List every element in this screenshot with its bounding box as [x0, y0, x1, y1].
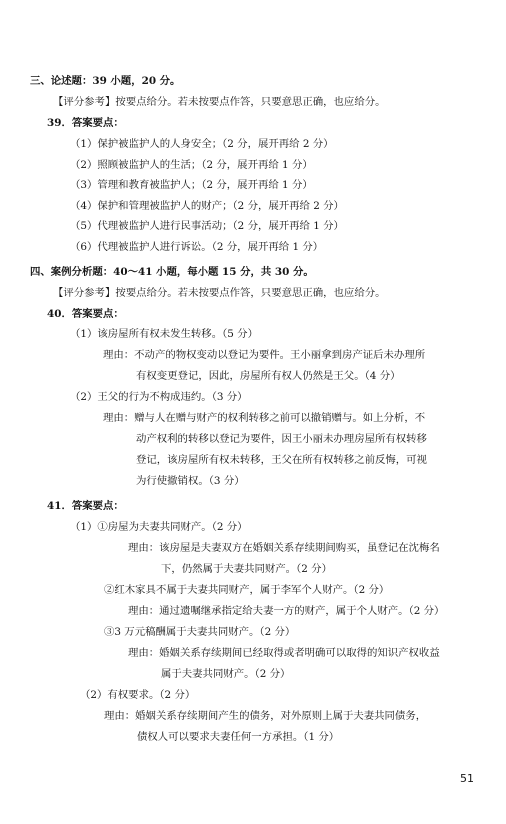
q41-reason-1-line: 理由：该房屋是夫妻双方在婚姻关系存续期间购买，虽登记在沈梅名	[128, 542, 440, 554]
q41-reason-2: 理由：通过遗嘱继承指定给夫妻一方的财产，属于个人财产。（2 分）	[128, 605, 445, 617]
q40-title: 40．答案要点：	[47, 308, 124, 320]
q41-reason-3-line: 理由：婚姻关系存续期间已经取得或者明确可以取得的知识产权收益	[128, 647, 440, 659]
q40-reason-2-line: 动产权利的转移以登记为要件，因王小丽未办理房屋所有权转移	[136, 433, 427, 445]
q41-title: 41．答案要点：	[47, 500, 124, 512]
q39-item: （1）保护被监护人的人身安全；（2 分，展开再给 2 分）	[70, 138, 334, 150]
q41-point-3: ③3 万元稿酬属于夫妻共同财产。（2 分）	[104, 626, 296, 638]
q40-reason-1-line: 有权变更登记，因此，房屋所有权人仍然是王父。（4 分）	[136, 370, 401, 382]
q40-reason-1-line: 理由：不动产的物权变动以登记为要件。王小丽拿到房产证后未办理所	[103, 349, 426, 361]
q40-reason-2-line: 理由：赠与人在赠与财产的权利转移之前可以撤销赠与。如上分析，不	[103, 412, 426, 424]
q41-point-4: （2）有权要求。（2 分）	[80, 689, 196, 701]
q40-reason-2-line: 为行使撤销权。（3 分）	[136, 475, 245, 487]
q41-reason-4-line: 理由：婚姻关系存续期间产生的债务，对外原则上属于夫妻共同债务，	[104, 710, 427, 722]
q40-point-1: （1）该房屋所有权未发生转移。（5 分）	[70, 328, 258, 340]
q41-point-1: （1）①房屋为夫妻共同财产。（2 分）	[70, 521, 248, 533]
section-4-heading: 四、案例分析题：40～41 小题，每小题 15 分，共 30 分。	[30, 266, 314, 278]
q41-reason-3-line: 属于夫妻共同财产。（2 分）	[161, 668, 291, 680]
q40-reason-2-line: 登记，该房屋所有权未转移，王父在所有权转移之前反悔，可视	[136, 454, 427, 466]
section-3-scoring-note: 【评分参考】按要点给分。若未按要点作答，只要意思正确，也应给分。	[53, 96, 386, 108]
q39-title: 39．答案要点：	[47, 117, 124, 129]
q39-item: （4）保护和管理被监护人的财产；（2 分，展开再给 2 分）	[70, 200, 344, 212]
q41-point-2: ②红木家具不属于夫妻共同财产，属于李军个人财产。（2 分）	[104, 584, 390, 596]
section-3-heading: 三、论述题：39 小题，20 分。	[30, 75, 181, 87]
q41-reason-4-line: 债权人可以要求夫妻任何一方承担。（1 分）	[137, 731, 340, 743]
q40-point-2: （2）王父的行为不构成违约。（3 分）	[70, 391, 248, 403]
page-number: 51	[460, 772, 474, 785]
q39-item: （6）代理被监护人进行诉讼。（2 分，展开再给 1 分）	[70, 241, 324, 253]
q39-item: （3）管理和教育被监护人；（2 分，展开再给 1 分）	[70, 179, 313, 191]
q39-item: （2）照顾被监护人的生活；（2 分，展开再给 1 分）	[70, 159, 313, 171]
section-4-scoring-note: 【评分参考】按要点给分。若未按要点作答，只要意思正确，也应给分。	[53, 287, 386, 299]
q39-item: （5）代理被监护人进行民事活动；（2 分，展开再给 1 分）	[70, 220, 344, 232]
q41-reason-1-line: 下，仍然属于夫妻共同财产。（2 分）	[161, 563, 332, 575]
